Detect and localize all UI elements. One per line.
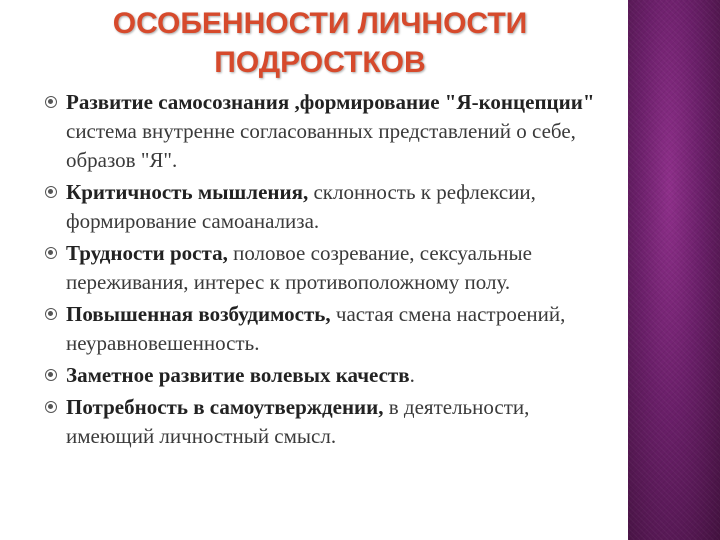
circle-bullet-icon xyxy=(45,186,57,198)
bullet-list xyxy=(42,88,612,454)
title-line-2: ПОДРОСТКОВ xyxy=(214,46,426,79)
bullet-item-willpower xyxy=(42,361,612,390)
decorative-side-panel xyxy=(628,0,720,540)
bullet-text: половое созревание, сексуальные переживания, интерес к противоположному полу. xyxy=(66,241,532,294)
bullet-heading: Критичность мышления, xyxy=(66,180,309,204)
bullet-item-self-awareness xyxy=(42,88,612,175)
bullet-heading: Трудности роста, xyxy=(66,241,228,265)
title-line-1: ОСОБЕННОСТИ ЛИЧНОСТИ xyxy=(112,7,528,40)
bullet-item-excitability xyxy=(42,300,612,358)
circle-bullet-icon xyxy=(45,308,57,320)
bullet-heading: Заметное развитие волевых качеств xyxy=(66,363,410,387)
bullet-item-critical-thinking xyxy=(42,178,612,236)
slide-title xyxy=(60,4,580,82)
bullet-text: в деятельности, имеющий личностный смысл. xyxy=(66,395,530,448)
circle-bullet-icon xyxy=(45,247,57,259)
bullet-text: . xyxy=(409,363,415,387)
bullet-heading: Потребность в самоутверждении, xyxy=(66,395,384,419)
bullet-item-self-affirmation xyxy=(42,393,612,451)
bullet-text: система внутренне согласованных представлений о себе, образов "Я". xyxy=(66,119,576,172)
bullet-text: частая смена настроений, неуравновешенность. xyxy=(66,302,566,355)
circle-bullet-icon xyxy=(45,369,57,381)
bullet-item-growth-difficulties xyxy=(42,239,612,297)
bullet-heading: Развитие самосознания ,формирование "Я-концепции" xyxy=(66,90,595,114)
circle-bullet-icon xyxy=(45,401,57,413)
bullet-heading: Повышенная возбудимость, xyxy=(66,302,331,326)
circle-bullet-icon xyxy=(45,96,57,108)
bullet-text: склонность к рефлексии, формирование самоанализа. xyxy=(66,180,536,233)
